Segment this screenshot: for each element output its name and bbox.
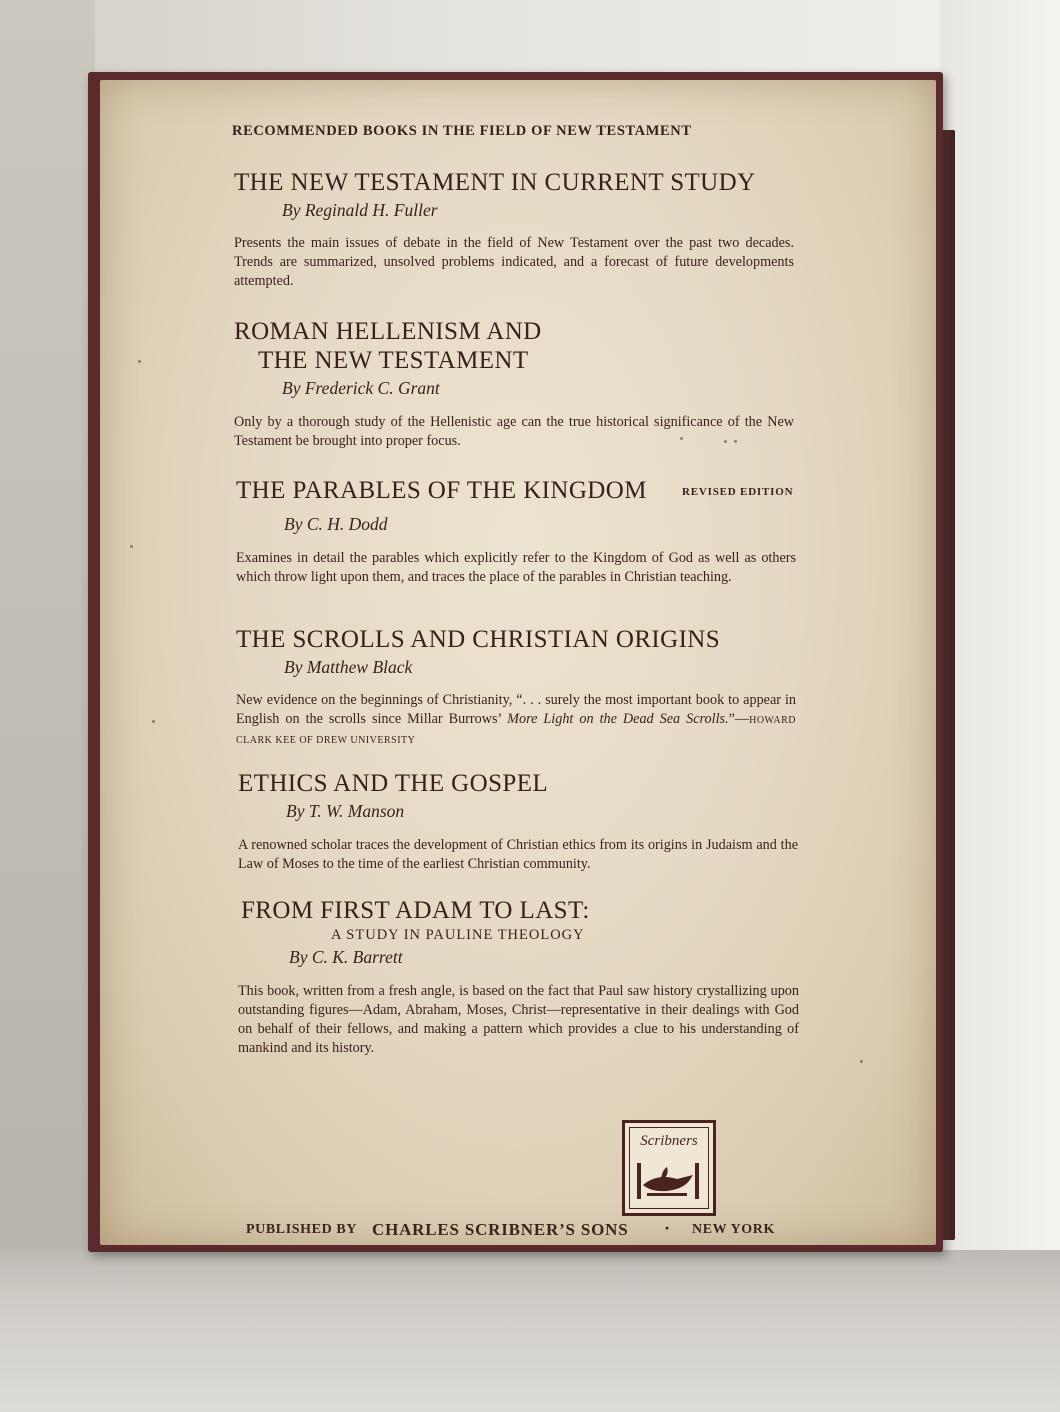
publisher-logo xyxy=(622,1120,716,1216)
book-title: THE NEW TESTAMENT IN CURRENT STUDY xyxy=(234,169,756,196)
published-by-label: PUBLISHED BY xyxy=(246,1222,358,1237)
book-entry xyxy=(234,168,794,291)
book-description: Only by a thorough study of the Hellenistic age can the true historical significance of the New Testament be brought into proper focus. xyxy=(234,414,794,449)
book-author: By Reginald H. Fuller xyxy=(282,200,438,220)
oil-lamp-icon xyxy=(637,1163,699,1199)
book-description xyxy=(236,691,796,750)
book-author: By Frederick C. Grant xyxy=(282,378,440,398)
background-wall xyxy=(0,0,95,1300)
book-description: This book, written from a fresh angle, is based on the fact that Paul saw history crystallizing upon outstanding figures—Adam, Abraham, Moses, Christ—representative in their dealings with God on behalf of their fellows, and making a pattern which provides a clue to his understanding of mankind and its history. xyxy=(238,983,799,1056)
book-entry xyxy=(236,625,796,750)
publisher-footer xyxy=(246,1218,806,1239)
cited-work-title: More Light on the Dead Sea Scrolls. xyxy=(507,711,729,727)
book-title: FROM FIRST ADAM TO LAST: xyxy=(241,897,590,924)
description-text-end: ”— xyxy=(728,711,750,727)
publisher-name: CHARLES SCRIBNER’S SONS xyxy=(372,1220,629,1239)
book-entry xyxy=(234,317,794,451)
logo-text: Scribners xyxy=(640,1133,698,1149)
book-entry xyxy=(236,476,796,587)
jacket-header: RECOMMENDED BOOKS IN THE FIELD OF NEW TESTAMENT xyxy=(232,123,692,139)
book-title: ETHICS AND THE GOSPEL xyxy=(238,770,549,797)
book-description: A renowned scholar traces the development of Christian ethics from its origins in Judaism and the Law of Moses to the time of the earliest Christian community. xyxy=(238,837,798,872)
edition-label: REVISED EDITION xyxy=(682,486,794,498)
quote-source: HOWARD CLARK KEE OF DREW UNIVERSITY xyxy=(236,715,796,746)
book-entry xyxy=(238,769,798,874)
book-title: THE PARABLES OF THE KINGDOM xyxy=(236,477,647,504)
background-wall-right xyxy=(940,0,1060,1412)
book-description: Examines in detail the parables which explicitly refer to the Kingdom of God as well as others which throw light upon them, and traces the place of the parables in Christian teaching. xyxy=(236,550,796,585)
book-title: THE SCROLLS AND CHRISTIAN ORIGINS xyxy=(236,626,721,653)
book-description: Presents the main issues of debate in the field of New Testament over the past two decades. Trends are summarized, unsolved problems indicated, and a forecast of future developments attempted. xyxy=(234,235,794,289)
book-author: By C. K. Barrett xyxy=(289,947,403,967)
separator-dot: · xyxy=(664,1218,671,1238)
book-title-line2: THE NEW TESTAMENT xyxy=(258,347,529,374)
publisher-city: NEW YORK xyxy=(692,1222,775,1237)
book-subtitle: A STUDY IN PAULINE THEOLOGY xyxy=(331,927,585,943)
book-author: By Matthew Black xyxy=(284,657,413,677)
shelf-surface xyxy=(0,1250,1060,1412)
book-entry xyxy=(238,896,799,1058)
description-text: New evidence on the beginnings of Christianity, “. . . surely the most important book to appear in English on the scrolls since Millar Burrows’ xyxy=(236,692,796,727)
book-title-line1: ROMAN HELLENISM AND xyxy=(234,318,542,345)
dust-jacket-back xyxy=(100,80,936,1245)
book-author: By T. W. Manson xyxy=(286,801,405,821)
book-author: By C. H. Dodd xyxy=(284,514,388,534)
